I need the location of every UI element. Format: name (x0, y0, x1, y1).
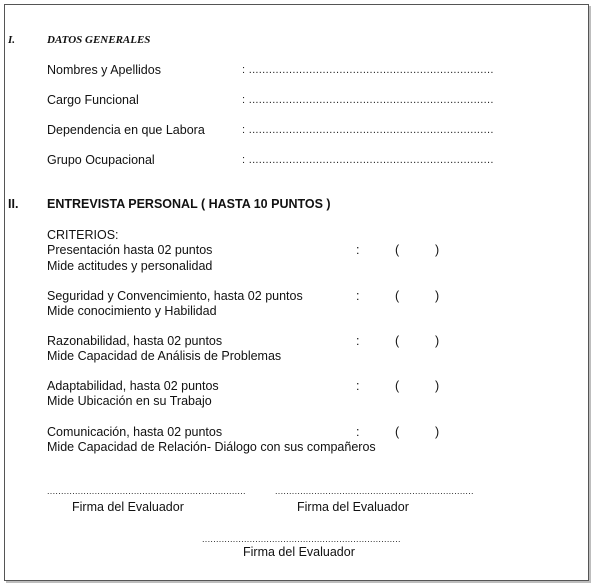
signature-line-1: ....................................................................... (47, 486, 246, 496)
field-line-grupo: : ......................................................................... (242, 154, 494, 166)
field-line-dependencia: : ......................................................................... (242, 124, 494, 136)
criterion-3-score-close: ) (435, 334, 440, 348)
criterion-5-score-open: ( (395, 425, 400, 439)
criterion-4-colon: : (356, 379, 360, 393)
criterion-2-score-close: ) (435, 289, 440, 303)
criterion-2-desc: Mide conocimiento y Habilidad (47, 304, 217, 318)
criterion-2-colon: : (356, 289, 360, 303)
field-label-cargo: Cargo Funcional (47, 93, 139, 107)
section2-title: ENTREVISTA PERSONAL ( HASTA 10 PUNTOS ) (47, 197, 331, 211)
field-label-nombres: Nombres y Apellidos (47, 63, 161, 77)
criterion-1-score-close: ) (435, 243, 440, 257)
criterion-5-title: Comunicación, hasta 02 puntos (47, 425, 223, 439)
signature-label-1: Firma del Evaluador (72, 500, 184, 514)
section1-title: DATOS GENERALES (47, 34, 151, 46)
criterion-5-desc: Mide Capacidad de Relación- Diálogo con sus compañeros (47, 440, 376, 454)
section1-number: I. (8, 34, 16, 46)
field-label-dependencia: Dependencia en que Labora (47, 123, 205, 137)
criterion-2-score-open: ( (395, 289, 400, 303)
signature-line-2: ....................................................................... (275, 486, 474, 496)
criterion-1-score-open: ( (395, 243, 400, 257)
criterion-4-score-close: ) (435, 379, 440, 393)
criterion-4-title: Adaptabilidad, hasta 02 puntos (47, 379, 219, 393)
signature-line-3: ....................................................................... (202, 534, 401, 544)
criterion-1-title: Presentación hasta 02 puntos (47, 243, 213, 257)
criterion-5-score-close: ) (435, 425, 440, 439)
criterion-3-colon: : (356, 334, 360, 348)
criterion-3-desc: Mide Capacidad de Análisis de Problemas (47, 349, 282, 363)
field-label-grupo: Grupo Ocupacional (47, 153, 155, 167)
criterion-2-title: Seguridad y Convencimiento, hasta 02 puntos (47, 289, 303, 303)
signature-label-3: Firma del Evaluador (243, 545, 355, 559)
criterion-5-colon: : (356, 425, 360, 439)
section2-number: II. (8, 197, 19, 211)
criterion-4-desc: Mide Ubicación en su Trabajo (47, 394, 212, 408)
criterion-4-score-open: ( (395, 379, 400, 393)
criteria-heading: CRITERIOS: (47, 228, 119, 242)
field-line-nombres: : ......................................................................... (242, 64, 494, 76)
criterion-1-desc: Mide actitudes y personalidad (47, 259, 213, 273)
field-line-cargo: : ......................................................................... (242, 94, 494, 106)
signature-label-2: Firma del Evaluador (297, 500, 409, 514)
criterion-1-colon: : (356, 243, 360, 257)
criterion-3-title: Razonabilidad, hasta 02 puntos (47, 334, 223, 348)
criterion-3-score-open: ( (395, 334, 400, 348)
